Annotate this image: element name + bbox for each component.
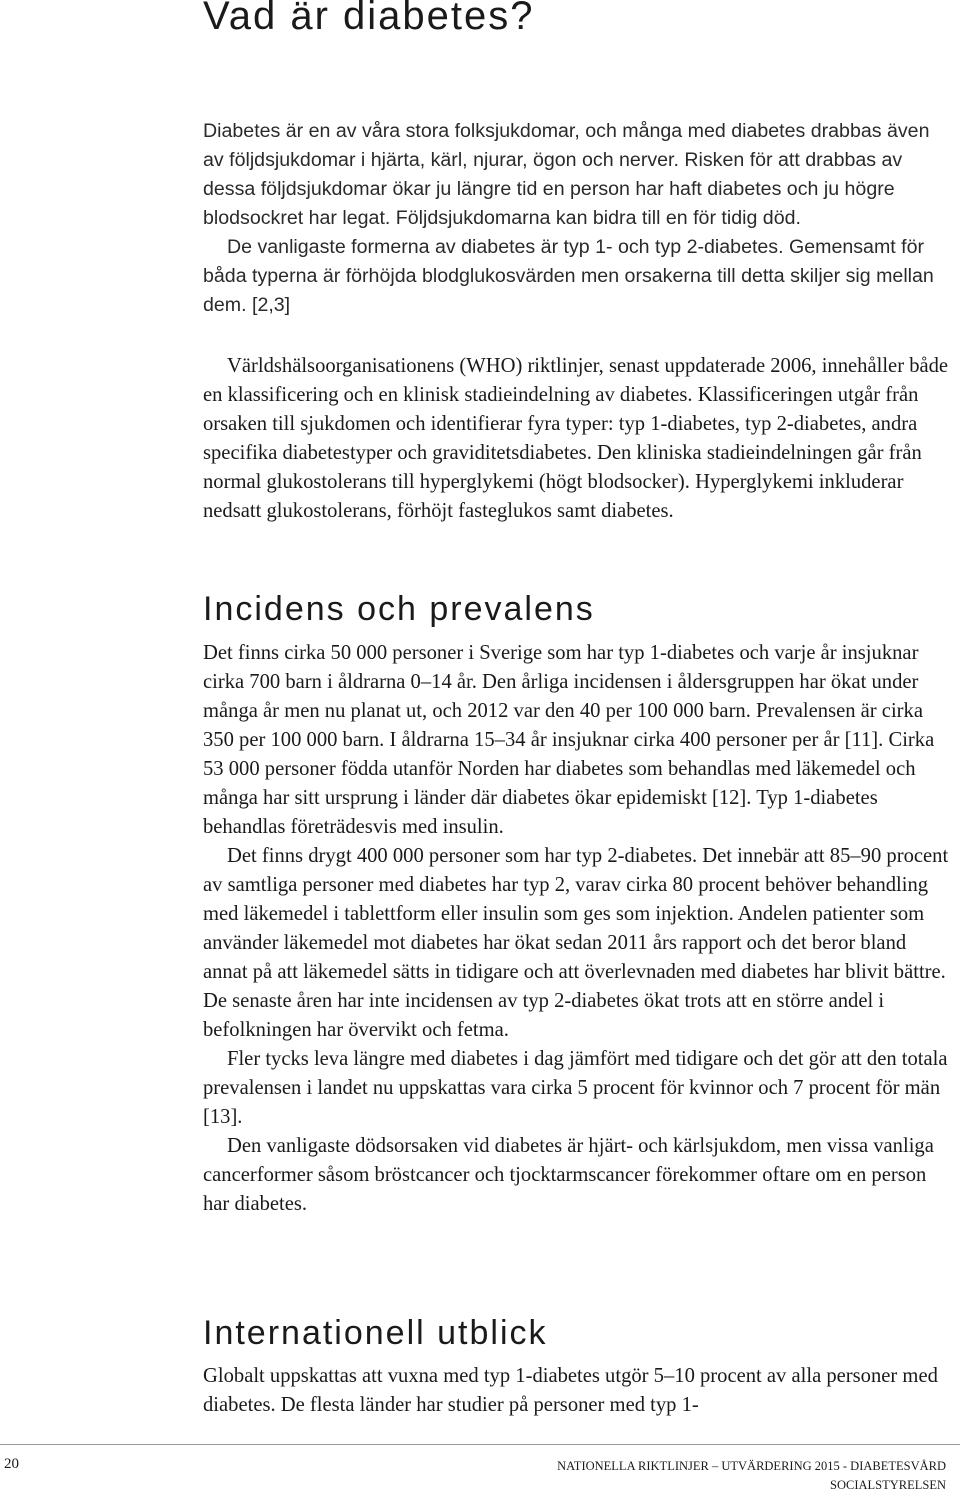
page-title: Vad är diabetes? (203, 0, 535, 38)
incidence-paragraph-4: Den vanligaste dödsorsaken vid diabetes är hjärt- och kärlsjukdom, men vissa vanliga cancerformer såsom bröstcancer och tjocktarmscancer förekommer oftare om en person har diabetes. (203, 1135, 934, 1215)
international-paragraph-1: Globalt uppskattas att vuxna med typ 1-diabetes utgör 5–10 procent av alla personer med diabetes. De flesta länder har studier på personer med typ 1- (203, 1365, 938, 1416)
intro-section (203, 117, 955, 320)
incidence-paragraph-2: Det finns drygt 400 000 personer som har typ 2-diabetes. Det innebär att 85–90 procent av samtliga personer med diabetes har typ 2, varav cirka 80 procent behöver behandling med läkemedel i tablettform eller insulin som ges som injektion. Andelen patienter som använder läkemedel mot diabetes har ökat sedan 2011 års rapport och det beror bland annat på att läkemedel sätts in tidigare och att överlevnaden med diabetes har blivit bättre. De senaste åren har inte incidensen av typ 2-diabetes ökat trots att en större andel i befolkningen har övervikt och fetma. (203, 845, 949, 1041)
incidence-paragraph-1: Det finns cirka 50 000 personer i Sverige som har typ 1-diabetes och varje år insjuknar cirka 700 barn i åldrarna 0–14 år. Den årliga incidensen i åldersgruppen har ökat under många år men nu planat ut, och 2012 var den 40 per 100 000 barn. Prevalensen är cirka 350 per 100 000 barn. I åldrarna 15–34 år insjuknar cirka 400 personer per år [11]. Cirka 53 000 personer födda utanför Norden har diabetes som behandlas med läkemedel och många har sitt ursprung i länder där diabetes ökar epidemiskt [12]. Typ 1-diabetes behandlas företrädesvis med insulin. (203, 642, 935, 838)
footer-divider (0, 1444, 960, 1445)
incidence-section (203, 639, 955, 1219)
incidence-paragraph-3: Fler tycks leva längre med diabetes i dag jämfört med tidigare och det gör att den totala prevalensen i landet nu uppskattas vara cirka 5 procent för kvinnor och 7 procent för män [13]. (203, 1048, 948, 1128)
running-title: NATIONELLA RIKTLINJER – UTVÄRDERING 2015 - DIABETESVÅRD (557, 1459, 946, 1473)
section-heading-incidence: Incidens och prevalens (203, 590, 595, 628)
intro-paragraph-1: Diabetes är en av våra stora folksjukdomar, och många med diabetes drabbas även av följdsjukdomar i hjärta, kärl, njurar, ögon och nerver. Risken för att drabbas av dessa följdsjukdomar ökar ju längre tid en person har haft diabetes och ju högre blodsockret har legat. Följdsjukdomarna kan bidra till en för tidig död. (203, 120, 930, 229)
intro-paragraph-3: Världshälsoorganisationens (WHO) riktlinjer, senast uppdaterade 2006, innehåller både en klassificering och en klinisk stadieindelning av diabetes. Klassificeringen utgår från orsaken till sjukdomen och identifierar fyra typer: typ 1-diabetes, typ 2-diabetes, andra specifika diabetestyper och graviditetsdiabetes. Den kliniska stadieindelningen går från normal glukostolerans till hyperglykemi (högt blodsocker). Hyperglykemi inkluderar nedsatt glukostolerans, förhöjt fasteglukos samt diabetes. (203, 355, 949, 522)
intro-paragraph-2: De vanligaste formerna av diabetes är typ 1- och typ 2-diabetes. Gemensamt för båda typerna är förhöjda blodglukosvärden men orsakerna till detta skiljer sig mellan dem. [2,3] (203, 236, 934, 316)
page-number: 20 (4, 1456, 19, 1472)
publisher-name: SOCIALSTYRELSEN (830, 1478, 946, 1492)
who-section (203, 352, 955, 526)
international-section (203, 1362, 955, 1420)
section-heading-international: Internationell utblick (203, 1314, 548, 1352)
